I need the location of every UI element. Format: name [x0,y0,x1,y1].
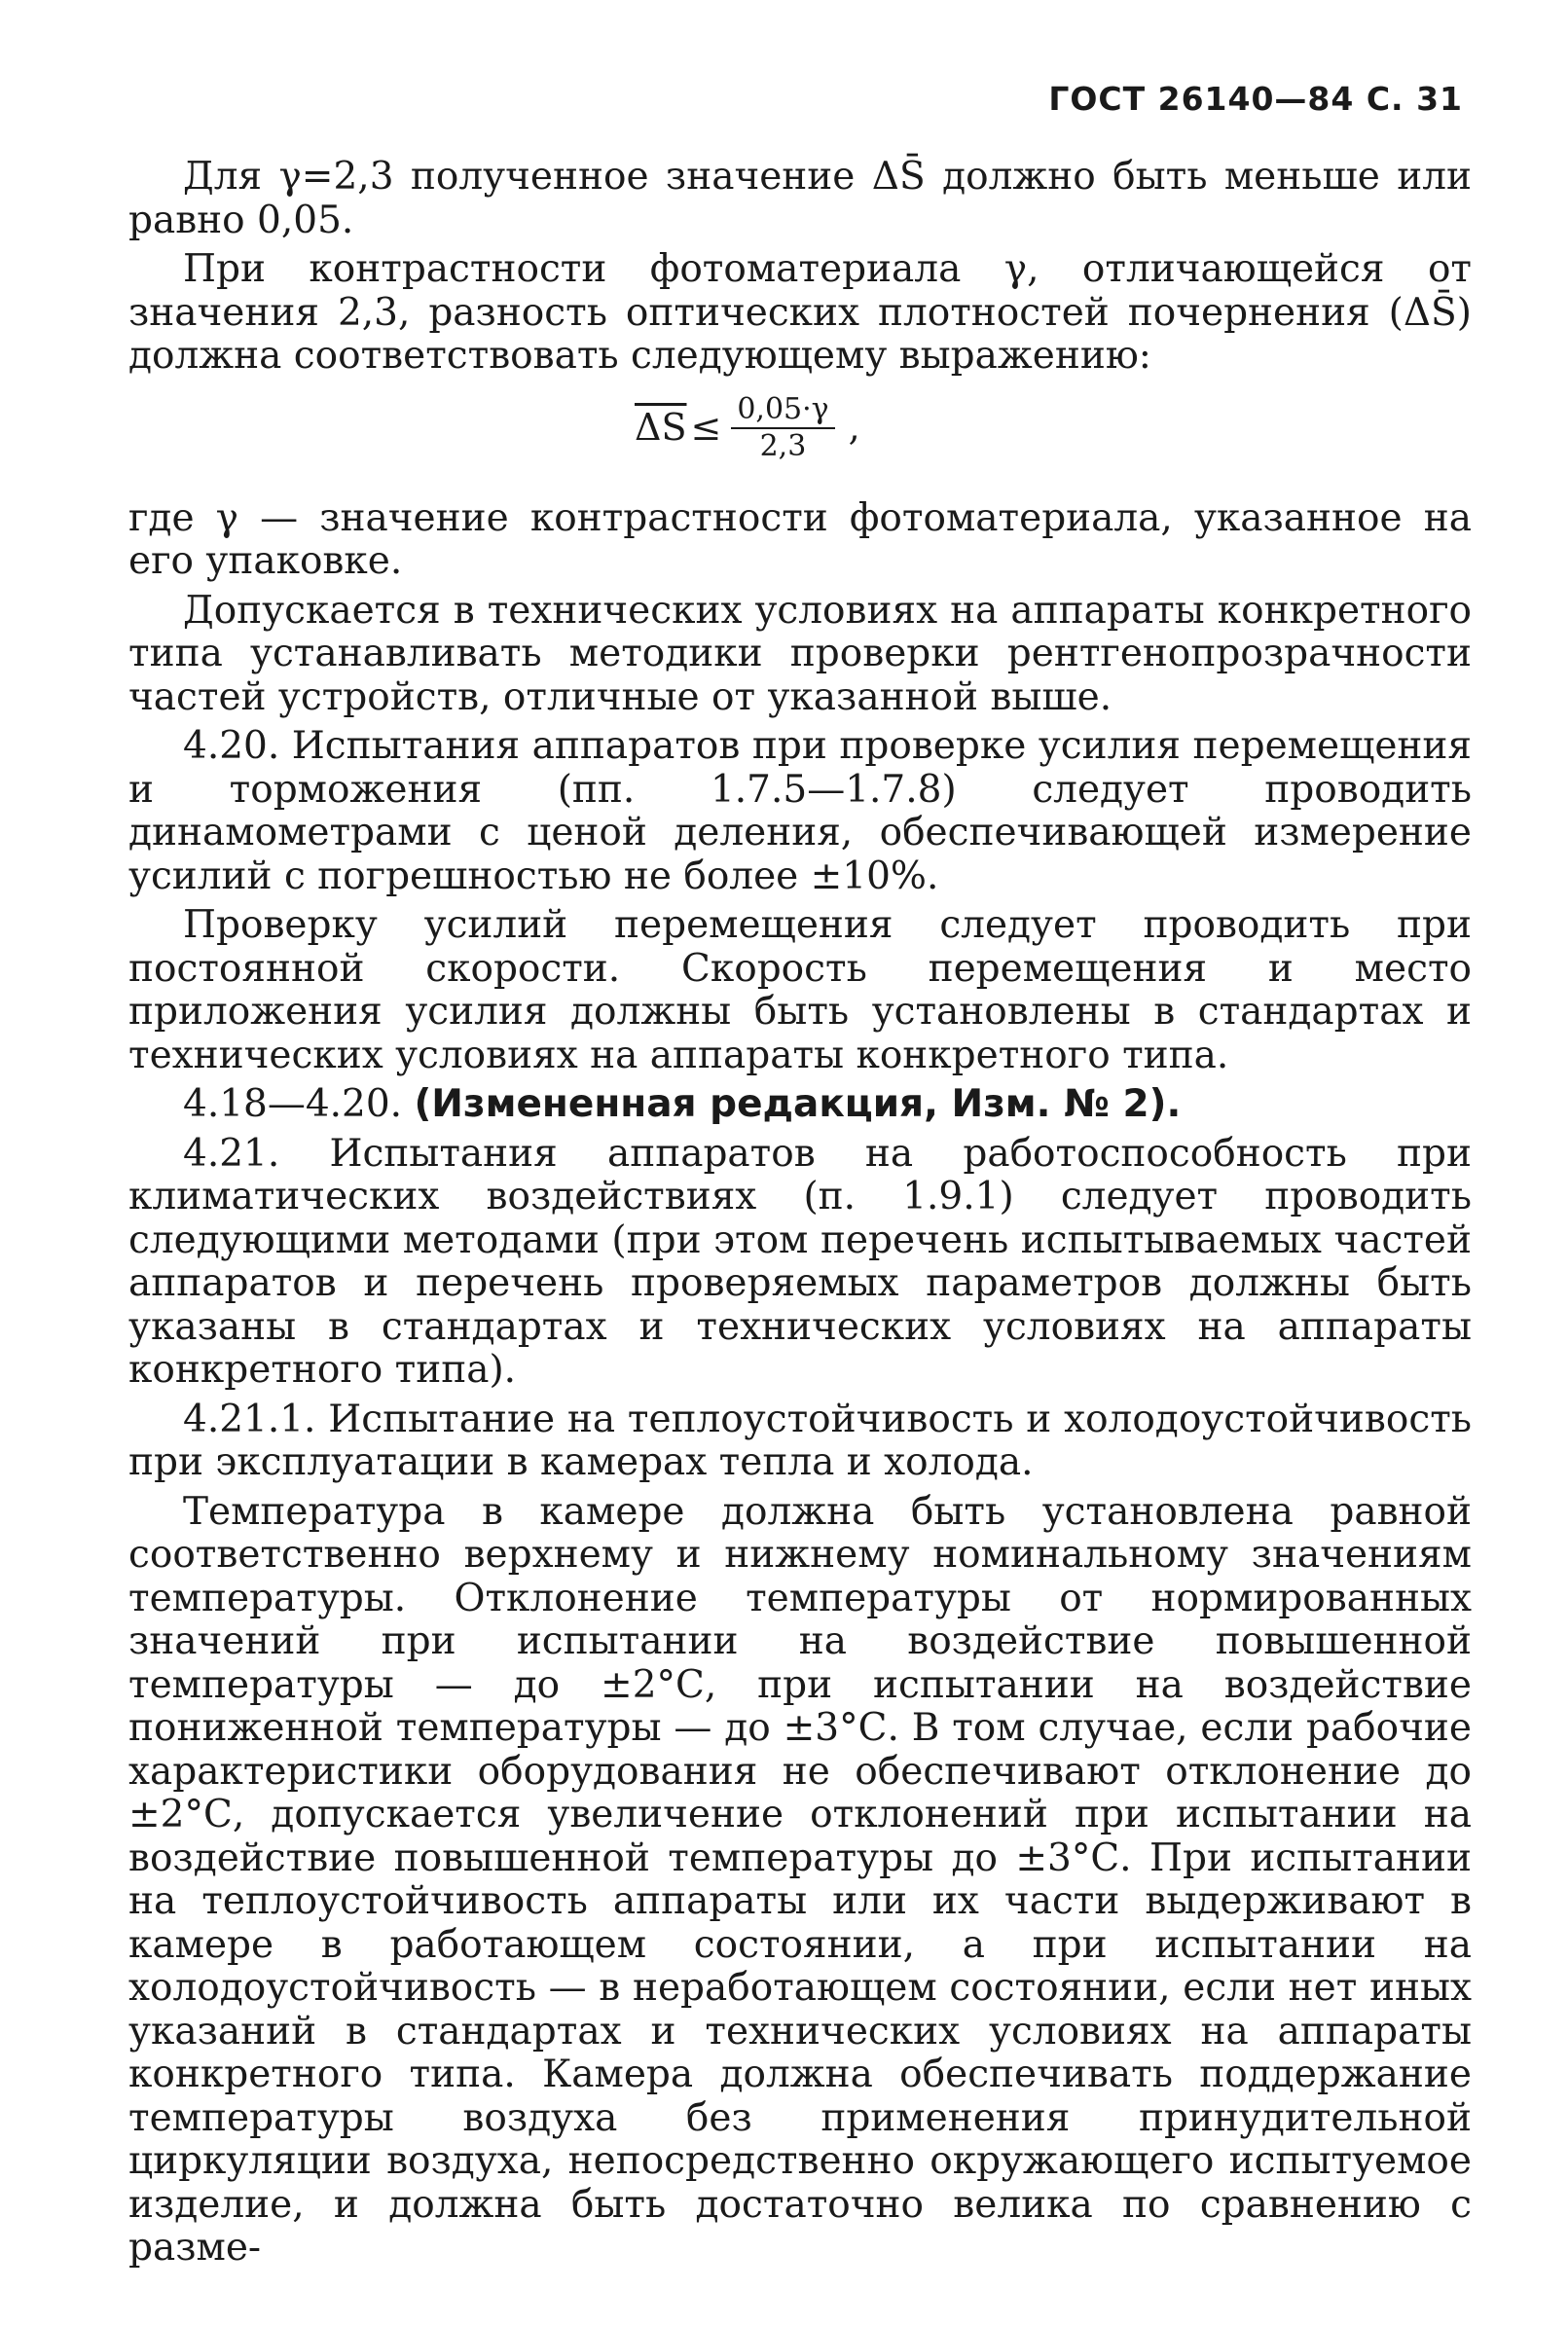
paragraph-gamma-definition: где γ — значение контрастности фотоматериала, указанное на его упаковке. [128,495,1472,583]
paragraph-contrast-condition: При контрастности фотоматериала γ, отличающейся от значения 2,3, разность оптических плотностей почернения (ΔS̄) должна соответствовать следующему выражению: [128,247,1472,378]
formula [635,392,860,464]
paragraph-permitted-methods: Допускается в технических условиях на аппараты конкретного типа устанавливать методики проверки рентгенопрозрачности частей устройств, отличные от указанной выше. [128,588,1472,719]
amendment-prefix: 4.18—4.20. [183,1082,415,1126]
formula-fraction [731,392,834,464]
paragraph-4-21-1: 4.21.1. Испытание на теплоустойчивость и холодоустойчивость при эксплуатации в камерах тепла и холода. [128,1397,1472,1484]
document-body [128,156,1472,2276]
paragraph-gamma-2-3: Для γ=2,3 полученное значение ΔS̄ должно быть меньше или равно 0,05. [128,155,1472,242]
paragraph-4-20: 4.20. Испытания аппаратов при проверке усилия перемещения и торможения (пп. 1.7.5—1.7.8) следует проводить динамометрами с ценой деления, обеспечивающей измерение усилий с погрешностью не более ±10%. [128,724,1472,898]
formula-block [128,392,1472,480]
paragraph-force-check: Проверку усилий перемещения следует проводить при постоянной скорости. Скорость перемещения и место приложения усилия должны быть установлены в стандартах и технических условиях на аппараты конкретного типа. [128,903,1472,1077]
paragraph-4-21: 4.21. Испытания аппаратов на работоспособность при климатических воздействиях (п. 1.9.1) следует проводить следующими методами (при этом перечень испытываемых частей аппаратов и перечень проверяемых параметров должны быть указаны в стандартах и технических условиях на аппараты конкретного типа). [128,1131,1472,1392]
formula-trailing: , [848,406,860,450]
formula-lhs: $\overline{\Delta S}$ [635,406,687,450]
page-header: ГОСТ 26140—84 С. 31 [1048,80,1463,118]
formula-denominator: 2,3 [759,428,807,463]
paragraph-temperature: Температура в камере должна быть установлена равной соответственно верхнему и нижнему номинальному значениям температуры. Отклонение температуры от нормированных значений при испытании на воздействие повышенной температуры — до ±2°С, при испытании на воздействие пониженной температуры — до ±3°С. В том случае, если рабочие характеристики оборудования не обеспечивают отклонение до ±2°С, допускается увеличение отклонений при испытании на воздействие повышенной температуры до ±3°С. При испытании на теплоустойчивость аппараты или их части выдерживают в камере в работающем состоянии, а при испытании на холодоустойчивость — в неработающем состоянии, если нет иных указаний в стандартах и технических условиях на аппараты конкретного типа. Камера должна обеспечивать поддержание температуры воздуха без применения принудительной циркуляции воздуха, непосредственно окружающего испытуемое изделие, и должна быть достаточно велика по сравнению с разме- [128,1489,1472,2270]
formula-numerator: 0,05·γ [731,392,834,429]
amendment-bold: (Измененная редакция, Изм. № 2). [414,1082,1182,1126]
formula-relation: ≤ [690,406,722,450]
paragraph-amendment-note [128,1083,1472,1127]
